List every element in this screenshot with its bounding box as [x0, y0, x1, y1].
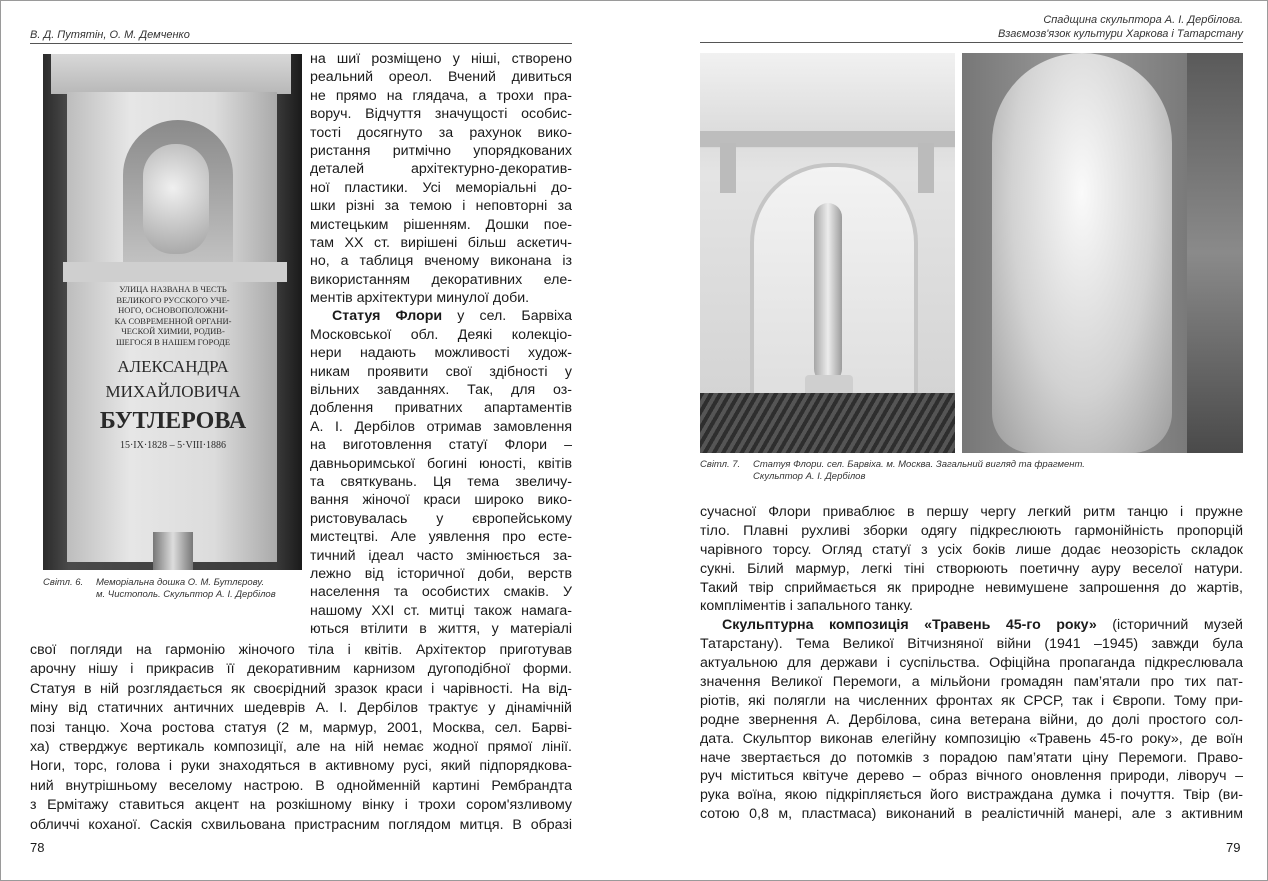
text-line: ха) стверджує вертикаль композиції, але на ній немає жодної прямої лінії. [30, 738, 572, 755]
text-line: мистецтві. Але уявлення про есте- [310, 529, 572, 546]
text-line: ментів архітектури минулої доби. [310, 290, 530, 307]
text-line: Московської обл. Деякі колекціо- [310, 326, 572, 343]
plaque-lettering: ВЕЛИКОГО РУССКОГО УЧЕ- [116, 294, 230, 305]
plaque-lettering: БУТЛЕРОВА [99, 408, 247, 434]
text-line: чарівного торсу. Огляд статуї з усіх боків лише додає неозорість складок [700, 541, 1243, 558]
text-line: А. І. Дербілов отримав замовлення [310, 418, 572, 435]
left-narrow-column [310, 50, 572, 639]
right-column [700, 503, 1243, 824]
text-line: вання жіночої краси широко вико- [310, 492, 572, 509]
text-line: компліментів і запального танку. [700, 598, 913, 615]
plaque-lettering: УЛИЦА НАЗВАНА В ЧЕСТЬ [119, 284, 227, 294]
text-line: деталей архітектурно-декоратив- [310, 161, 572, 178]
text-line: нашому XXI ст. митці також намага- [310, 602, 572, 619]
text-line: з Ермітажу ставиться акцент на розкішному вінку і трохи сором'язливому [30, 797, 572, 814]
text-line: ристання ритмічно упорядкованих [310, 142, 572, 159]
text-line: ються втілити в життя, у матеріалі [310, 621, 572, 638]
text-line: тості досягнуто за рахунок вико- [310, 124, 572, 141]
text-line: лежно від історичної доби, верств [310, 565, 572, 582]
text-line: на шиї розміщено у ніші, створено [310, 51, 572, 67]
text-line: не прямо на глядача, а трохи пра- [310, 87, 572, 104]
header-line: Спадщина скульптора А. І. Дербілова. [1043, 14, 1243, 26]
text-line: Такий твір сприймається як природне невимушене запрошення до жартів, [700, 579, 1243, 596]
caption-line: Статуя Флори. сел. Барвіха. м. Москва. Загальний вигляд та фрагмент. [753, 459, 1085, 470]
text-line: мистецьким рішенням. Дошки пое- [310, 216, 572, 233]
text-line: тичний ідеал часто змінюється за- [310, 547, 572, 564]
text-line: наче звертається до потомків з порадою пам’ятати ціну Перемоги. Право- [700, 749, 1243, 766]
text-line: доблення приватних апартаментів [310, 400, 572, 417]
figure-caption-6 [43, 577, 305, 601]
text-line: Статуя Флори у сел. Барвіха [332, 308, 572, 325]
text-line: реальний ореол. Вчений дивиться [310, 69, 572, 86]
photo-memorial-plaque [43, 54, 302, 570]
text-line: шки різні за темою і неповторні за [310, 198, 572, 215]
text-line: руч міститься квітуче дерево – образ вічного оновлення природи, ліворуч – [700, 768, 1243, 785]
left-full-column [30, 641, 572, 835]
text-line: та святкувань. Ця тема звеличу- [310, 473, 572, 490]
text-line: тіло. Плавні рухливі зборки одягу підкреслюють гармонійність пропорцій [700, 522, 1243, 539]
text-line: никам проявити свої здібності у [310, 363, 572, 380]
photo-flora-general-view [700, 53, 955, 453]
running-header-right [700, 13, 1243, 43]
text-line: Татарстану). Тема Великої Вітчизняної війни (1941 –1945) завжди була [700, 636, 1243, 653]
text-line: дата. Скульптор виконав елегійну композицію «Травень 45-го року», де воїн [700, 730, 1243, 747]
photo-flora-fragment [962, 53, 1243, 453]
text-line: ної пластики. Усі меморіальні до- [310, 179, 572, 196]
text-line: Статуя в ній розглядається як своєрідний зразок краси і чарівності. На від- [30, 680, 572, 697]
page-number-right: 79 [1226, 840, 1241, 855]
text-line: родне звернення А. Дербілова, сина ветерана війни, до долі простого сол- [700, 711, 1243, 728]
text-line: сучасної Флори приваблює в першу чергу легкий ритм танцю і пружне [700, 504, 1243, 520]
text-line: вільних завданнях. Так, для оз- [310, 382, 572, 399]
text-line: обличчі коханої. Саскія схвильована пристрасним поглядом митця. В образі [30, 816, 572, 833]
figure-label: Світл. 6. [43, 577, 84, 588]
text-line: ріотів, які полягли на численних фронтах як СРСР, так і Європи. Тому при- [700, 692, 1243, 709]
plaque-lettering: МИХАЙЛОВИЧА [105, 382, 241, 401]
running-header-left: В. Д. Путятін, О. М. Демченко [30, 28, 572, 44]
caption-line: Скульптор А. І. Дербілов [753, 471, 866, 482]
plaque-lettering: КА СОВРЕМЕННОЙ ОРГАНИ- [114, 315, 232, 326]
text-line: нери надають можливості худож- [310, 345, 572, 362]
plaque-lettering: 15·IX·1828 – 5·VIII·1886 [119, 440, 227, 451]
figure-label: Світл. 7. [700, 459, 741, 470]
text-line: Ноги, торс, голова і руки знаходяться в активному русі, який підпорядкова- [30, 758, 572, 775]
text-line: давньоримської богині юності, квітів [310, 455, 572, 472]
text-line: населення та особистих смаків. У [310, 584, 572, 601]
plaque-lettering: ШЕГОСЯ В НАШЕМ ГОРОДЕ [115, 336, 231, 347]
text-line: свої погляди на гармонію жіночого тіла і квітів. Архітектор приготував [30, 642, 572, 658]
text-line: значення Великої Перемоги, а мільйони громадян пам’ятали про тих пат- [700, 674, 1243, 691]
text-line: використанням декоративних еле- [310, 271, 572, 288]
text-line: сукні. Білий мармур, легкі тіні створюють поетичну ауру веселої натури. [700, 560, 1243, 577]
page-number-left: 78 [30, 840, 45, 855]
header-line: Взаємозв'язок культури Харкова і Татарстану [997, 28, 1243, 40]
text-line: рука воїна, якою підкріпляється його вистраждана думка і почуття. Твір (ви- [700, 787, 1243, 804]
caption-line: Меморіальна дошка О. М. Бутлєрову. [96, 577, 265, 588]
text-line: позі танцю. Хоча ростова статуя (2 м, мармур, 2001, Москва, сел. Барві- [30, 719, 572, 736]
text-line: там ХХ ст. вирішені більш аскетич- [310, 234, 572, 251]
text-line: ний внутрішньому веселому настрою. В однойменній картині Рембрандта [30, 777, 572, 794]
plaque-lettering: АЛЕКСАНДРА [117, 357, 229, 376]
text-line: ристовувалась у європейському [310, 510, 572, 527]
text-line: сотою 0,8 м, пластмаса) виконаний в реалістичній манері, але з активним [700, 806, 1243, 823]
text-line: міну від статичних античних шедеврів А. І. Дербілов трактує у дінамічній [30, 700, 572, 717]
caption-line: м. Чистополь. Скульптор А. І. Дербілов [96, 589, 276, 600]
text-line: Скульптурна композиція «Травень 45-го року» (історичний музей [722, 617, 1243, 634]
plaque-lettering: НОГО, ОСНОВОПОЛОЖНИ- [118, 305, 228, 315]
text-line: воруч. Відчуття значущості особис- [310, 106, 572, 123]
text-line: актуальною для держави і суспільства. Офіційна пропаганда підкреслювала [700, 655, 1243, 672]
text-line: на виготовлення статуї Флори – [310, 437, 572, 454]
text-line: арочну нішу і прикрасив її декоративним карнизом дугоподібної форми. [30, 661, 572, 678]
plaque-lettering: ЧЕСКОЙ ХИМИИ, РОДИВ- [121, 326, 225, 336]
figure-caption-7 [700, 459, 1243, 483]
text-line: но, а таблиця вченому виконана із [310, 253, 572, 270]
